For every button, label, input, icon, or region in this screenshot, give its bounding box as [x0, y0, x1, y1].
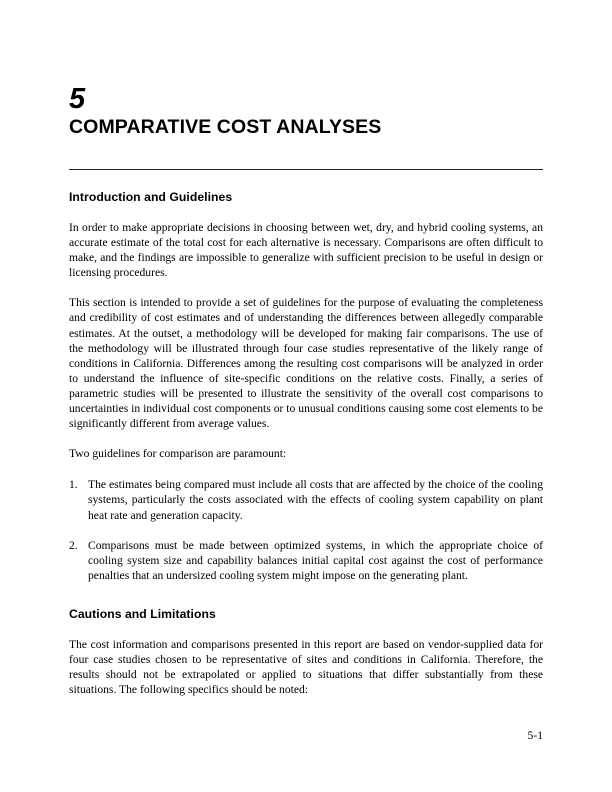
- list-item-marker: 2.: [69, 538, 78, 552]
- document-body: [69, 190, 543, 697]
- section-heading-introduction-and-guidelines: Introduction and Guidelines: [69, 190, 233, 204]
- list-item-marker: 1.: [69, 478, 78, 492]
- guidelines-list: [69, 477, 543, 583]
- list-item: [69, 538, 543, 583]
- list-item-text: Comparisons must be made between optimized systems, in which the appropriate choice of cooling system size and capability balances initial capital cost against the cost of performance penalties that an undersized cooling system might impose on the generating plant.: [88, 538, 543, 582]
- paragraph: The cost information and comparisons presented in this report are based on vendor-supplied data for four case studies chosen to be representative of sites and conditions in California. Therefore, the results should not be extrapolated or applied to situations that differ substantially from these situations. The following specifics should be noted:: [69, 637, 543, 697]
- list-item: [69, 477, 543, 522]
- list-lead-in-text: Two guidelines for comparison are paramount:: [69, 447, 287, 461]
- paragraph: In order to make appropriate decisions in choosing between wet, dry, and hybrid cooling systems, an accurate estimate of the total cost for each alternative is necessary. Comparisons are often difficult to make, and the findings are impossible to generalize with sufficient precision to be useful in design or licensing procedures.: [69, 221, 543, 280]
- section-spacer: [69, 589, 543, 607]
- header-divider-rule: [69, 169, 543, 170]
- chapter-header: [69, 84, 543, 139]
- section-heading-cautions-and-limitations: Cautions and Limitations: [69, 606, 216, 621]
- page-footer: [69, 729, 543, 743]
- page-number: 5-1: [527, 729, 543, 742]
- list-item-text: The estimates being compared must include all costs that are affected by the choice of the cooling systems, particularly the costs associated with the effects of cooling system capability on plant heat rate and generation capacity.: [88, 478, 543, 522]
- paragraph: This section is intended to provide a set of guidelines for the purpose of evaluating the completeness and credibility of cost estimates and of understanding the differences between allegedly comparable estimates. At the outset, a methodology will be developed for making fair comparisons. The use of the methodology will be illustrated through four case studies representative of the likely range of conditions in California. Differences among the resulting cost comparisons will be analyzed in order to understand the influence of site-specific conditions on the relative costs. Finally, a series of parametric studies will be presented to illustrate the sensitivity of the overall cost comparisons to uncertainties in individual cost components or to unusual conditions causing some cost elements to be significantly different from average values.: [69, 296, 543, 431]
- chapter-number: 5: [69, 83, 85, 115]
- chapter-title: COMPARATIVE COST ANALYSES: [69, 116, 382, 138]
